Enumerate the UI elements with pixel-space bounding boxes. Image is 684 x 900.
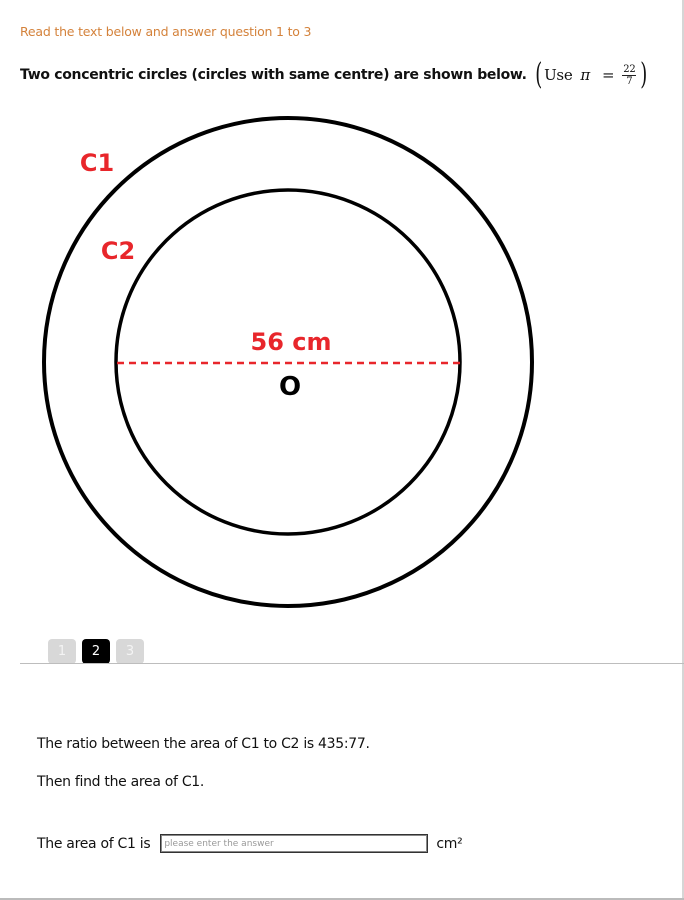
concentric-circles-diagram <box>0 100 684 620</box>
answer-row <box>37 834 462 853</box>
answer-label: The area of C1 is <box>37 835 151 852</box>
question-pager <box>48 639 144 664</box>
task-statement: Then find the area of C1. <box>37 774 205 790</box>
answer-input[interactable] <box>160 834 428 853</box>
instruction-text: Read the text below and answer question 1 to 3 <box>20 24 312 39</box>
page-button-2[interactable]: 2 <box>82 639 110 664</box>
page-button-1[interactable]: 1 <box>48 639 76 664</box>
pi-equals: = <box>601 66 615 84</box>
left-paren: ( <box>534 57 542 92</box>
diameter-label: 56 cm <box>250 328 332 356</box>
pi-fraction <box>622 64 636 87</box>
right-paren: ) <box>640 57 648 92</box>
answer-unit: cm² <box>436 835 463 852</box>
pi-use-word: Use <box>544 66 573 84</box>
ratio-statement: The ratio between the area of C1 to C2 is 435:77. <box>37 736 370 752</box>
centre-label: O <box>278 372 302 402</box>
question-stem <box>20 58 650 92</box>
section-divider <box>20 663 684 664</box>
inner-circle-label: C2 <box>100 237 136 265</box>
outer-circle-label: C1 <box>79 149 115 177</box>
stem-text: Two concentric circles (circles with same centre) are shown below. <box>20 67 527 83</box>
pi-numerator: 22 <box>623 63 636 75</box>
page-button-3[interactable]: 3 <box>116 639 144 664</box>
pi-denominator: 7 <box>626 75 633 87</box>
pi-symbol: π <box>580 66 590 84</box>
pi-note <box>533 57 650 92</box>
